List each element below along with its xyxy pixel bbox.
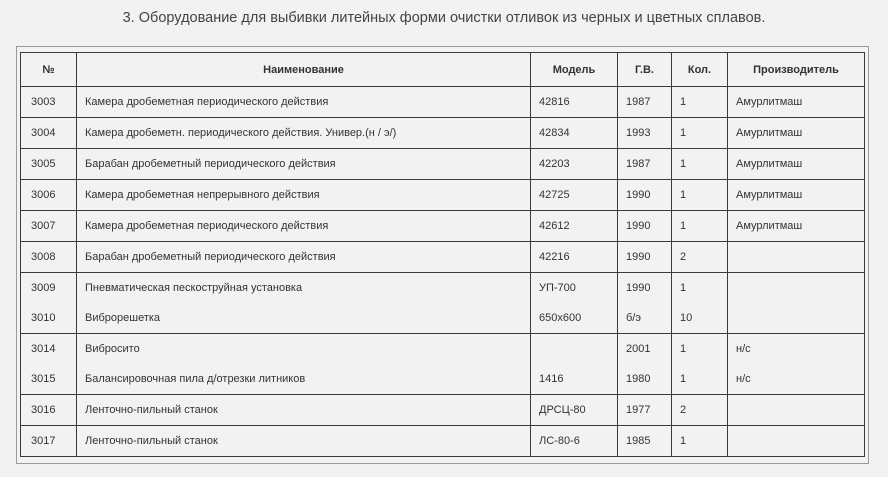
cell-name: Камера дробеметная периодического действия <box>77 87 531 118</box>
cell-model: 42612 <box>531 211 618 242</box>
table-row <box>21 87 865 118</box>
cell-manufacturer <box>728 273 865 304</box>
cell-model: ЛС-80-6 <box>531 426 618 457</box>
cell-number: 3007 <box>21 211 77 242</box>
cell-year: 1990 <box>618 242 672 273</box>
cell-year: 1985 <box>618 426 672 457</box>
cell-manufacturer: Амурлитмаш <box>728 211 865 242</box>
cell-year: 1980 <box>618 364 672 395</box>
cell-manufacturer <box>728 395 865 426</box>
cell-model: ДРСЦ-80 <box>531 395 618 426</box>
cell-model: 42834 <box>531 118 618 149</box>
cell-year: 1990 <box>618 211 672 242</box>
cell-quantity: 1 <box>672 364 728 395</box>
cell-name: Вибросито <box>77 334 531 365</box>
cell-quantity: 1 <box>672 118 728 149</box>
header-year: Г.В. <box>618 53 672 87</box>
cell-quantity: 1 <box>672 180 728 211</box>
cell-model: 1416 <box>531 364 618 395</box>
cell-manufacturer: Амурлитмаш <box>728 180 865 211</box>
cell-number: 3009 <box>21 273 77 304</box>
cell-model: 42725 <box>531 180 618 211</box>
cell-quantity: 1 <box>672 149 728 180</box>
table-row <box>21 180 865 211</box>
cell-name: Барабан дробеметный периодического действия <box>77 149 531 180</box>
table-row <box>21 395 865 426</box>
cell-name: Ленточно-пильный станок <box>77 426 531 457</box>
cell-manufacturer <box>728 426 865 457</box>
table-row <box>21 334 865 365</box>
table-row <box>21 426 865 457</box>
cell-manufacturer <box>728 242 865 273</box>
header-number: № <box>21 53 77 87</box>
table-row <box>21 149 865 180</box>
cell-quantity: 2 <box>672 395 728 426</box>
cell-manufacturer: Амурлитмаш <box>728 149 865 180</box>
cell-model: 42816 <box>531 87 618 118</box>
table-row <box>21 211 865 242</box>
cell-quantity: 1 <box>672 426 728 457</box>
cell-model: 42216 <box>531 242 618 273</box>
table-row <box>21 273 865 304</box>
cell-year: 1987 <box>618 149 672 180</box>
cell-model: УП-700 <box>531 273 618 304</box>
table-row <box>21 303 865 334</box>
cell-year: 1993 <box>618 118 672 149</box>
cell-number: 3003 <box>21 87 77 118</box>
cell-number: 3006 <box>21 180 77 211</box>
cell-manufacturer: н/с <box>728 364 865 395</box>
cell-number: 3015 <box>21 364 77 395</box>
cell-name: Балансировочная пила д/отрезки литников <box>77 364 531 395</box>
table-row <box>21 118 865 149</box>
cell-number: 3016 <box>21 395 77 426</box>
cell-manufacturer <box>728 303 865 334</box>
header-name: Наименование <box>77 53 531 87</box>
cell-name: Камера дробеметная непрерывного действия <box>77 180 531 211</box>
cell-manufacturer: н/с <box>728 334 865 365</box>
cell-number: 3010 <box>21 303 77 334</box>
cell-name: Барабан дробеметный периодического действия <box>77 242 531 273</box>
cell-model: 650х600 <box>531 303 618 334</box>
cell-year: 2001 <box>618 334 672 365</box>
header-model: Модель <box>531 53 618 87</box>
cell-quantity: 10 <box>672 303 728 334</box>
cell-name: Камера дробеметная периодического действия <box>77 211 531 242</box>
table-row <box>21 242 865 273</box>
cell-quantity: 1 <box>672 273 728 304</box>
cell-number: 3014 <box>21 334 77 365</box>
cell-number: 3017 <box>21 426 77 457</box>
cell-number: 3004 <box>21 118 77 149</box>
equipment-table <box>20 52 865 457</box>
cell-name: Пневматическая пескоструйная установка <box>77 273 531 304</box>
table-row <box>21 364 865 395</box>
cell-number: 3008 <box>21 242 77 273</box>
cell-year: 1990 <box>618 273 672 304</box>
cell-manufacturer: Амурлитмаш <box>728 118 865 149</box>
cell-model <box>531 334 618 365</box>
cell-year: б/э <box>618 303 672 334</box>
cell-name: Ленточно-пильный станок <box>77 395 531 426</box>
header-quantity: Кол. <box>672 53 728 87</box>
page-title: 3. Оборудование для выбивки литейных форми очистки отливок из черных и цветных сплавов. <box>122 10 766 26</box>
cell-quantity: 2 <box>672 242 728 273</box>
cell-year: 1990 <box>618 180 672 211</box>
header-manufacturer: Производитель <box>728 53 865 87</box>
cell-name: Камера дробеметн. периодического действия. Универ.(н / э/) <box>77 118 531 149</box>
cell-year: 1987 <box>618 87 672 118</box>
cell-model: 42203 <box>531 149 618 180</box>
cell-quantity: 1 <box>672 87 728 118</box>
cell-name: Виброрешетка <box>77 303 531 334</box>
cell-quantity: 1 <box>672 211 728 242</box>
cell-manufacturer: Амурлитмаш <box>728 87 865 118</box>
table-frame <box>16 46 869 464</box>
table-header-row <box>21 53 865 87</box>
cell-quantity: 1 <box>672 334 728 365</box>
cell-number: 3005 <box>21 149 77 180</box>
cell-year: 1977 <box>618 395 672 426</box>
